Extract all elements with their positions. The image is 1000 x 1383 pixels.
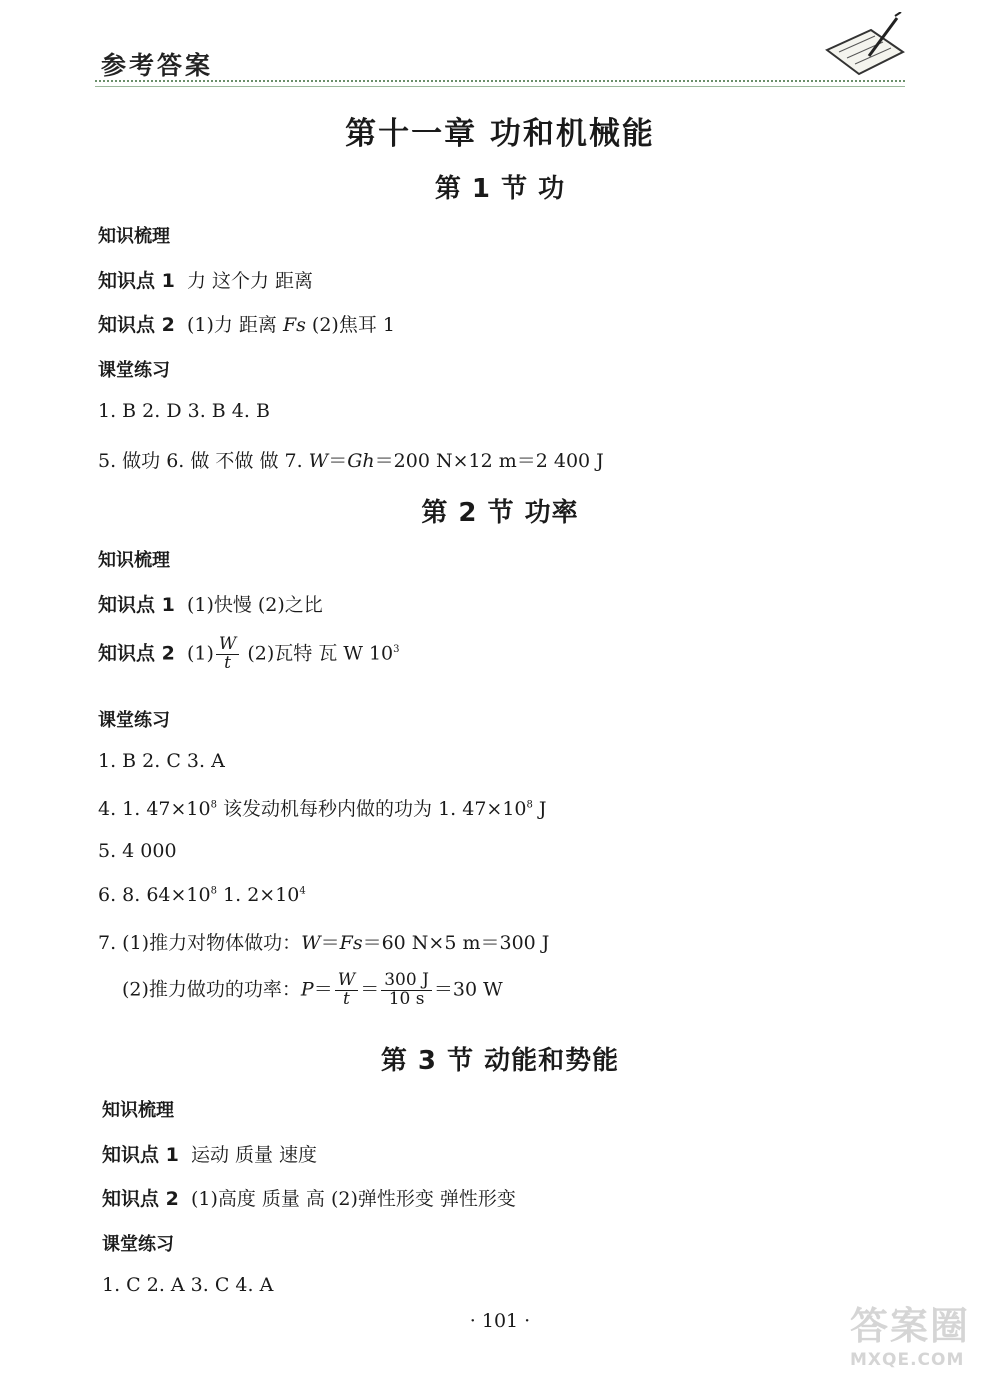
section-1-point-2 <box>98 310 395 337</box>
section-1-title: 第 1 节 功 <box>434 174 566 204</box>
numerator: W <box>216 636 239 655</box>
header-solid-rule <box>95 86 905 87</box>
point-label: 知识点 2 <box>98 642 175 665</box>
fraction-w-over-t <box>216 636 239 673</box>
section-3-point-1 <box>102 1140 317 1167</box>
point-text: 运动 质量 速度 <box>190 1144 318 1166</box>
equals-sign: ＝ <box>313 978 333 1001</box>
section-1-answers-1-4: 1. B 2. D 3. B 4. B <box>98 400 270 422</box>
section-2-answer-5: 5. 4 000 <box>98 840 177 862</box>
watermark-logo <box>850 1295 990 1375</box>
section-2-practice-heading: 课堂练习 <box>98 710 170 731</box>
section-2-knowledge-heading: 知识梳理 <box>98 550 170 571</box>
section-2-title: 第 2 节 功率 <box>421 498 579 528</box>
equals-sign: ＝ <box>320 932 340 954</box>
section-2-answer-7-part-2 <box>122 972 503 1009</box>
point-text: (1)快慢 (2)之比 <box>186 594 323 616</box>
exponent: 8 <box>210 885 217 897</box>
point-text-tail: (2)焦耳 1 <box>305 314 395 336</box>
section-2-answer-6 <box>98 884 306 906</box>
point-text: (1)高度 质量 高 (2)弹性形变 弹性形变 <box>190 1188 516 1210</box>
answer-text: 5. 做功 6. 做 不做 做 7. <box>98 450 309 472</box>
point-label: 知识点 2 <box>98 314 175 336</box>
denominator: t <box>343 988 350 1009</box>
answer-result: ＝30 W <box>433 978 503 1001</box>
fraction-w-over-t <box>335 972 358 1009</box>
exponent: 8 <box>526 799 533 811</box>
point-label: 知识点 1 <box>102 1144 179 1166</box>
answer-text: 4. 1. 47×10 <box>98 798 211 820</box>
section-3-answers-1-4: 1. C 2. A 3. C 4. A <box>102 1274 274 1296</box>
section-3-practice-heading: 课堂练习 <box>102 1234 174 1255</box>
formula-fs: Fs <box>282 314 306 336</box>
equals-sign: ＝ <box>360 978 380 1001</box>
section-3-point-2 <box>102 1184 516 1211</box>
section-1-practice-heading: 课堂练习 <box>98 360 170 381</box>
watermark-line-2: MXQE.COM <box>850 1350 965 1370</box>
section-1-knowledge-heading: 知识梳理 <box>98 226 170 247</box>
numerator: W <box>335 972 358 991</box>
exponent: 4 <box>299 885 306 897</box>
answer-text: 6. 8. 64×10 <box>98 884 211 906</box>
section-2-point-1 <box>98 590 323 617</box>
answer-text: 1. 2×10 <box>216 884 300 906</box>
answer-text: 该发动机每秒内做的功为 1. 47×10 <box>216 798 527 820</box>
fraction-300j-over-10s <box>381 972 432 1009</box>
exponent: 3 <box>393 644 400 656</box>
answer-result: ＝60 N×5 m＝300 J <box>362 932 550 954</box>
section-1-answers-5-7 <box>98 446 604 473</box>
point-text: (1)力 距离 <box>186 314 283 336</box>
section-1-point-1 <box>98 266 313 293</box>
answer-text: (2)推力做功的功率： <box>122 978 301 1001</box>
var-p: P <box>300 978 314 1001</box>
section-3-knowledge-heading: 知识梳理 <box>102 1100 174 1121</box>
numerator: 300 J <box>381 972 432 991</box>
point-text: (1) <box>186 642 214 665</box>
denominator: 10 s <box>388 988 425 1009</box>
header-title: 参考答案 <box>101 51 214 80</box>
var-fs: Fs <box>339 932 363 954</box>
page-number: · 101 · <box>469 1310 531 1332</box>
point-label: 知识点 2 <box>102 1188 179 1210</box>
section-2-point-2 <box>98 636 400 673</box>
answer-result: ＝200 N×12 m＝2 400 J <box>374 450 604 472</box>
notebook-pen-icon <box>819 12 909 78</box>
equals-sign: ＝ <box>328 450 348 472</box>
page-header <box>95 40 905 92</box>
point-text: 力 这个力 距离 <box>186 270 314 292</box>
answer-unit: J <box>532 798 547 820</box>
section-2-answer-7-part-1 <box>98 928 549 955</box>
point-text-tail: (2)瓦特 瓦 W 10 <box>241 642 394 665</box>
var-w: W <box>301 932 321 954</box>
watermark-line-1: 答案圈 <box>850 1304 971 1348</box>
exponent: 8 <box>210 799 217 811</box>
header-dotted-rule <box>95 80 905 82</box>
chapter-title: 第十一章 功和机械能 <box>345 116 655 152</box>
section-2-answer-4 <box>98 794 547 821</box>
section-3-title: 第 3 节 动能和势能 <box>380 1046 620 1076</box>
point-label: 知识点 1 <box>98 594 175 616</box>
denominator: t <box>224 652 232 673</box>
answer-text: 7. (1)推力对物体做功： <box>98 932 302 954</box>
var-gh: Gh <box>347 450 375 472</box>
point-label: 知识点 1 <box>98 270 175 292</box>
var-w: W <box>308 450 329 472</box>
section-2-answers-1-3: 1. B 2. C 3. A <box>98 750 225 772</box>
